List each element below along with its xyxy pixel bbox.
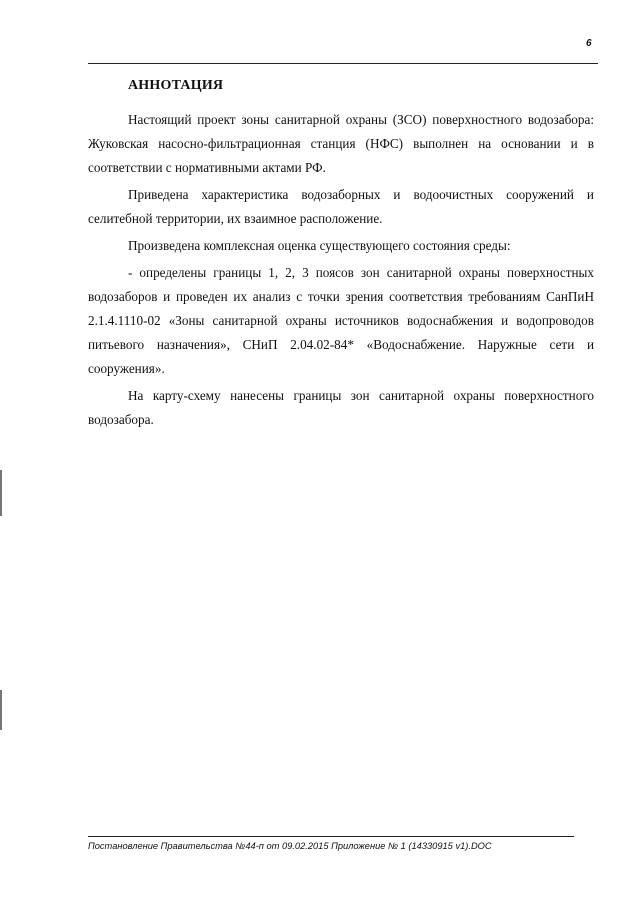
paragraph-project: Настоящий проект зоны санитарной охраны (ЗСО) поверхностного водозабора: Жуковская насосно-фильтрационная станция (НФС) выполнен на основании и в соответствии с нормативными актами РФ. bbox=[88, 112, 594, 175]
footer-document-reference: Постановление Правительства №44-п от 09.02.2015 Приложение № 1 (14330915 v1).DOC bbox=[88, 841, 492, 851]
scan-edge-mark bbox=[0, 690, 2, 730]
paragraph-characteristics: Приведена характеристика водозаборных и водоочистных сооружений и селитебной территории, их взаимное расположение. bbox=[88, 187, 594, 226]
page-number: 6 bbox=[586, 38, 592, 49]
paragraph-map: На карту-схему нанесены границы зон санитарной охраны поверхностного водозабора. bbox=[88, 388, 594, 427]
footer-rule bbox=[88, 836, 574, 837]
header-rule bbox=[88, 63, 598, 64]
paragraph-boundaries: - определены границы 1, 2, 3 поясов зон санитарной охраны поверхностных водозаборов и проведен их анализ с точки зрения соответствия требованиям СанПиН 2.1.4.1110-02 «Зоны санитарной охраны источников водоснабжения и водопроводов питьевого назначения», СНиП 2.04.02-84* «Водоснабжение. Наружные сети и сооружения». bbox=[88, 265, 594, 376]
scan-edge-mark bbox=[0, 470, 2, 516]
annotation-body bbox=[88, 108, 594, 435]
paragraph-assessment: Произведена комплексная оценка существующего состояния среды: bbox=[128, 238, 511, 253]
annotation-heading: АННОТАЦИЯ bbox=[128, 78, 224, 93]
